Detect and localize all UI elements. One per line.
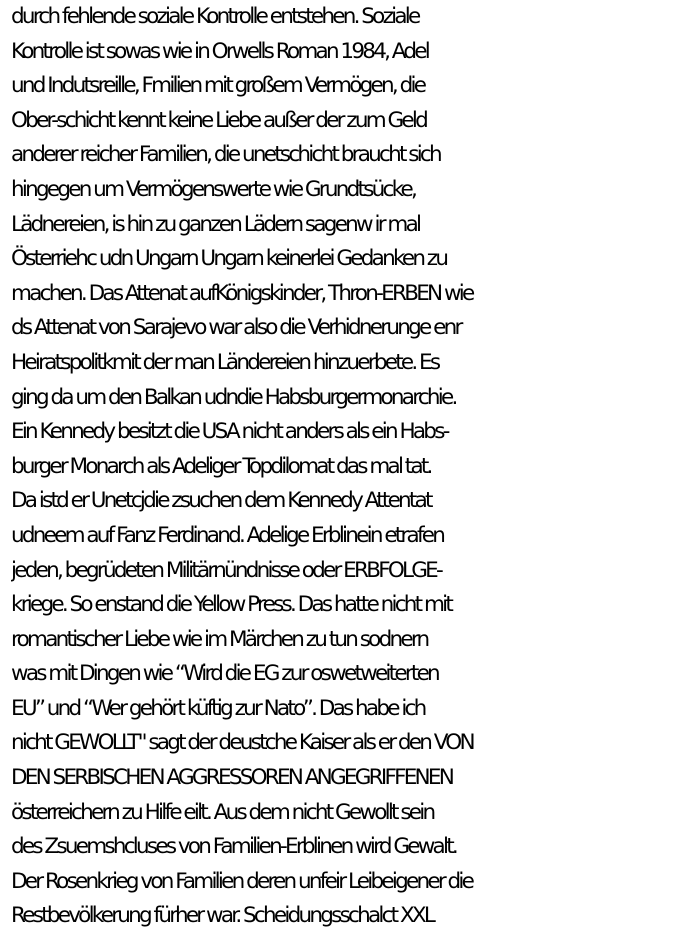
text-line: anderer reicher Familien, die unetschicht braucht sich [11, 142, 440, 168]
text-line: machen. Das Attenat aufKönigskinder, Thron-ERBEN wie [11, 280, 473, 306]
body-text [11, 0, 684, 934]
text-line: Österriehc udn Ungarn Ungarn keinerlei Gedanken zu [11, 246, 447, 272]
text-line: Restbevölkerung fürher war. Scheidungsschalct XXL [11, 903, 434, 929]
text-line: Heiratspolitkmit der man Ländereien hinzuerbete. Es [11, 349, 439, 375]
text-line: Kontrolle ist sowas wie in Orwells Roman 1984, Adel [11, 38, 428, 64]
text-line: Ein Kennedy besitzt die USA nicht anders als ein Habs- [11, 419, 448, 445]
text-line: nicht GEWOLLT" sagt der deustche Kaiser als er den VON [11, 730, 473, 756]
text-line: Da istd er Unetcjdie zsuchen dem Kennedy Attentat [11, 488, 431, 514]
text-line: Ober-schicht kennt keine Liebe außer der zum Geld [11, 107, 426, 133]
text-line: romantischer Liebe wie im Märchen zu tun sodnern [11, 626, 428, 652]
text-line: Lädnereien, is hin zu ganzen Lädern sagenw ir mal [11, 211, 420, 237]
text-line: des Zsuemshcluses von Familien-Erblinen wird Gewalt. [11, 834, 456, 860]
text-line: und Indutsreille, Fmilien mit großem Vermögen, die [11, 73, 425, 99]
text-line: ging da um den Balkan udndie Habsburgermonarchie. [11, 384, 456, 410]
text-line: udneem auf Fanz Ferdinand. Adelige Erblinein etrafen [11, 522, 444, 548]
text-line: EU” und “Wer gehört küftig zur Nato”. Das habe ich [11, 695, 425, 721]
text-line: burger Monarch als Adeliger Topdilomat das mal tat. [11, 453, 431, 479]
text-line: DEN SERBISCHEN AGGRESSOREN ANGEGRIFFENEN [11, 765, 453, 791]
text-line: hingegen um Vermögenswerte wie Grundtsücke, [11, 176, 416, 202]
text-line: jeden, begrüdeten Militärnündnisse oder ERBFOLGE- [11, 557, 441, 583]
text-line: Der Rosenkrieg von Familien deren unfeir Leibeigener die [11, 868, 473, 894]
text-line: österreichern zu Hilfe eilt. Aus dem nicht Gewollt sein [11, 799, 434, 825]
text-line: ds Attenat von Sarajevo war also die Verhidnerunge enr [11, 315, 461, 341]
text-line: was mit Dingen wie “Wird die EG zur oswetweiterten [11, 661, 438, 687]
text-line: durch fehlende soziale Kontrolle entstehen. Soziale [11, 4, 419, 29]
text-line: kriege. So enstand die Yellow Press. Das hatte nicht mit [11, 592, 452, 618]
